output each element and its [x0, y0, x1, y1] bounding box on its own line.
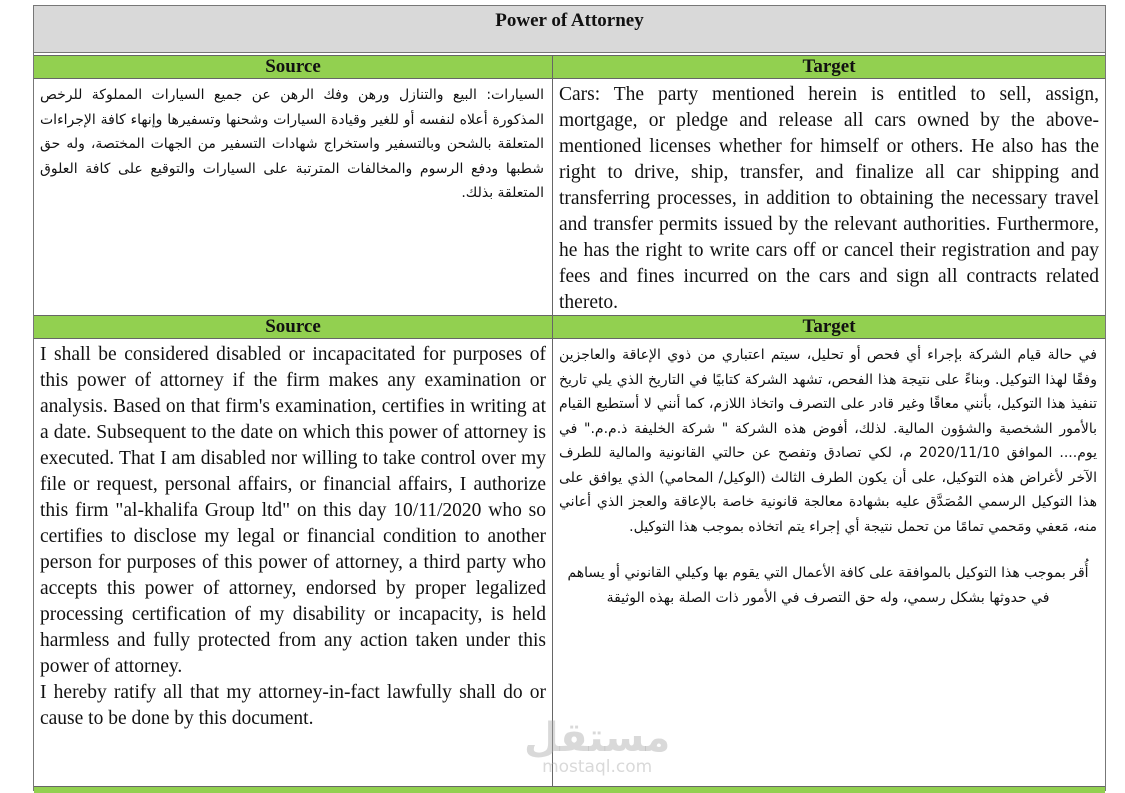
section2-target-arabic	[553, 341, 1105, 785]
section1-target-header: Target	[553, 55, 1105, 79]
next-row-header-strip	[34, 786, 1105, 793]
document-title: Power of Attorney	[495, 10, 644, 31]
section2-target-header: Target	[553, 315, 1105, 339]
column-divider	[552, 55, 553, 792]
watermark-arabic: مستقل	[524, 715, 671, 761]
section1-target-english: Cars: The party mentioned herein is entitled to sell, assign, mortgage, or pledge and release all cars owned by the above-mentioned licenses whether for himself or others. He also has the right to drive, ship, transfer, and finalize all car shipping and transferring processes, in addition to obtaining the necessary travel and transfer permits issued by the relevant authorities. Furthermore, he has the right to write cars off or cancel their registration and pay fees and fines incurred on the cars and sign all contracts related thereto.	[559, 84, 1099, 313]
section2-target-paragraph-1: في حالة قيام الشركة بإجراء أي فحص أو تحليل، سيتم اعتباري من ذوي الإعاقة والعاجزين وفقًا لهذا التوكيل. وبناءً على نتيجة هذا الفحص، تشهد الشركة كتابيًا في التاريخ الذي يلي تاريخ تنفيذ هذا التوكيل، بأنني معاقًا وغير قادر على التصرف واتخاذ اللازم، كما أنني لا أستطيع القيام بالأمور الشخصية والشؤون المالية. لذلك، أفوض هذه الشركة " شركة الخليفة ذ.م.م." في يوم.... الموافق 2020/11/10 م، لكي تصادق وتفصح عن حالتي القانونية والمالية للطرف الآخر لأغراض هذه التوكيل، على أن يكون الطرف الثالث (الوكيل/ المحامي) الذي يوافق على هذا التوكيل الرسمي المُصَدَّق عليه بشهادة معالجة قانونية خاصة بالإعاقة والعجز الذي أعاني منه، مَعفي ومَحمي تمامًا من تحمل نتيجة أي إجراء يتم اتخاذه بموجب هذا التوكيل.	[559, 347, 1097, 535]
section2-source-english	[34, 341, 552, 785]
title-row	[34, 6, 1105, 53]
section2-target-paragraph-2: أُقر بموجب هذا التوكيل بالموافقة على كافة الأعمال التي يقوم بها وكيلي القانوني أو يساهم في حدوثها بشكل رسمي، وله حق التصرف في الأمور ذات الصلة بهذه الوثيقة	[567, 565, 1089, 606]
section2-source-paragraph-2: I hereby ratify all that my attorney-in-fact lawfully shall do or cause to be done by this document.	[40, 682, 546, 729]
section2-source-header: Source	[34, 315, 552, 339]
section1-source-arabic: السيارات: البيع والتنازل ورهن وفك الرهن عن جميع السيارات المملوكة للرخص المذكورة أعلاه لنفسه أو للغير وقيادة السيارات وشحنها وتسفيرها وإنهاء كافة الإجراءات المتعلقة بالشحن وبالتسفير واستخراج شهادات التسفير من الجهات المختصة، وله حق شطبها ودفع الرسوم والمخالفات المترتبة على السيارات والتوقيع على كافة العلوق المتعلقة بذلك.	[40, 87, 544, 201]
power-of-attorney-table	[33, 5, 1106, 791]
watermark-latin: mostaql.com	[542, 757, 653, 777]
section1-source-header: Source	[34, 55, 552, 79]
section2-source-paragraph-1: I shall be considered disabled or incapacitated for purposes of this power of attorney if the firm makes any examination or analysis. Based on that firm's examination, certifies in writing at a date. Subsequent to the date on which this power of attorney is executed. That I am disabled nor willing to take control over my file or request, personal affairs, or financial affairs, I authorize this firm "al-khalifa Group ltd" on this day 10/11/2020 who so certifies to disclose my legal or financial condition to another person for purposes of this power of attorney, a third party who accepts this power of attorney, endorsed by proper legalized processing certification of my disability or incapacity, is held harmless and fully protected from any action taken under this power of attorney.	[40, 344, 546, 677]
